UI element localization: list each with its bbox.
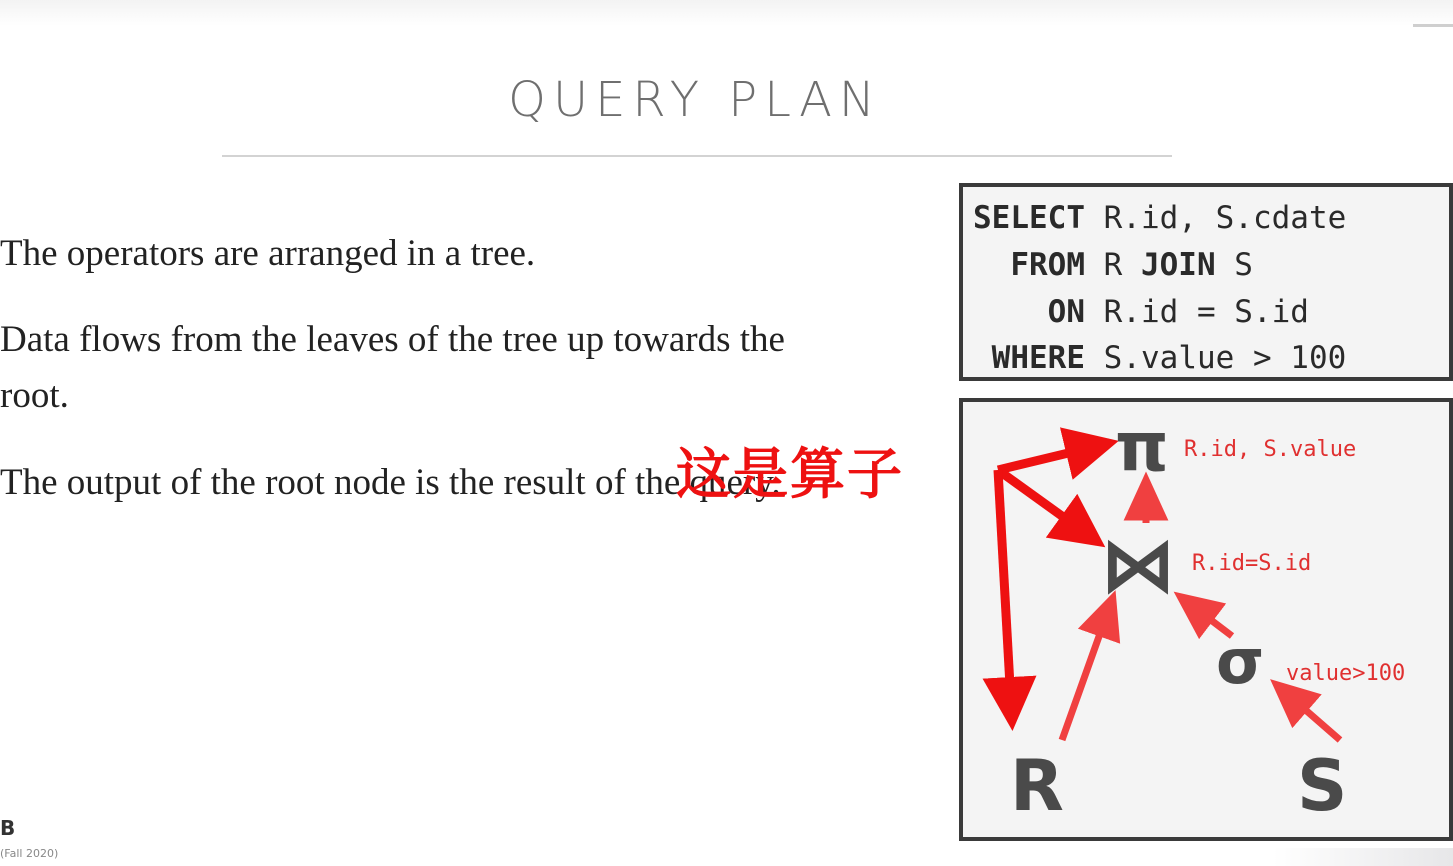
join-operator-icon: ⋈	[1100, 520, 1176, 609]
annotation-arrow-to-join	[998, 470, 1098, 542]
table-s-node: S	[1297, 745, 1348, 827]
sql-keyword-join: JOIN	[1140, 246, 1216, 283]
sql-keyword-on: ON	[1047, 293, 1085, 330]
sql-keyword-where: WHERE	[991, 340, 1085, 377]
sql-text-select: R.id, S.cdate	[1084, 200, 1347, 236]
annotation-arrow-to-projection	[998, 443, 1110, 470]
sql-text-where: S.value > 100	[1085, 340, 1347, 377]
footer-logo-mark: B	[0, 816, 16, 840]
list-item: The output of the root node is the result of the query.	[0, 461, 781, 503]
page-title: QUERY PLAN	[508, 72, 882, 128]
sql-text-join: S	[1215, 246, 1253, 283]
list-item: Data flows from the leaves of the tree up towards the root.	[0, 319, 785, 417]
sql-keyword-select: SELECT	[973, 200, 1085, 236]
edge-s-to-selection	[1278, 686, 1340, 740]
sql-text-on: R.id = S.id	[1084, 293, 1309, 330]
footer-subtitle: (Fall 2020)	[0, 847, 59, 860]
bottom-right-shadow	[1273, 848, 1453, 866]
join-operator-label: R.id=S.id	[1192, 551, 1312, 576]
sql-keyword-from: FROM	[1010, 246, 1085, 283]
annotation-arrow-to-table-r	[998, 470, 1012, 722]
projection-operator-label: R.id, S.value	[1184, 437, 1357, 462]
selection-operator-label: value>100	[1286, 661, 1406, 686]
sql-text-from: R	[1084, 246, 1141, 283]
table-r-node: R	[1010, 745, 1064, 827]
selection-operator-icon: σ	[1216, 625, 1265, 698]
list-item: The operators are arranged in a tree.	[0, 233, 536, 274]
edge-r-to-join	[1062, 600, 1112, 740]
handwritten-annotation: 这是算子	[676, 442, 905, 506]
projection-operator-icon: π	[1115, 408, 1169, 487]
